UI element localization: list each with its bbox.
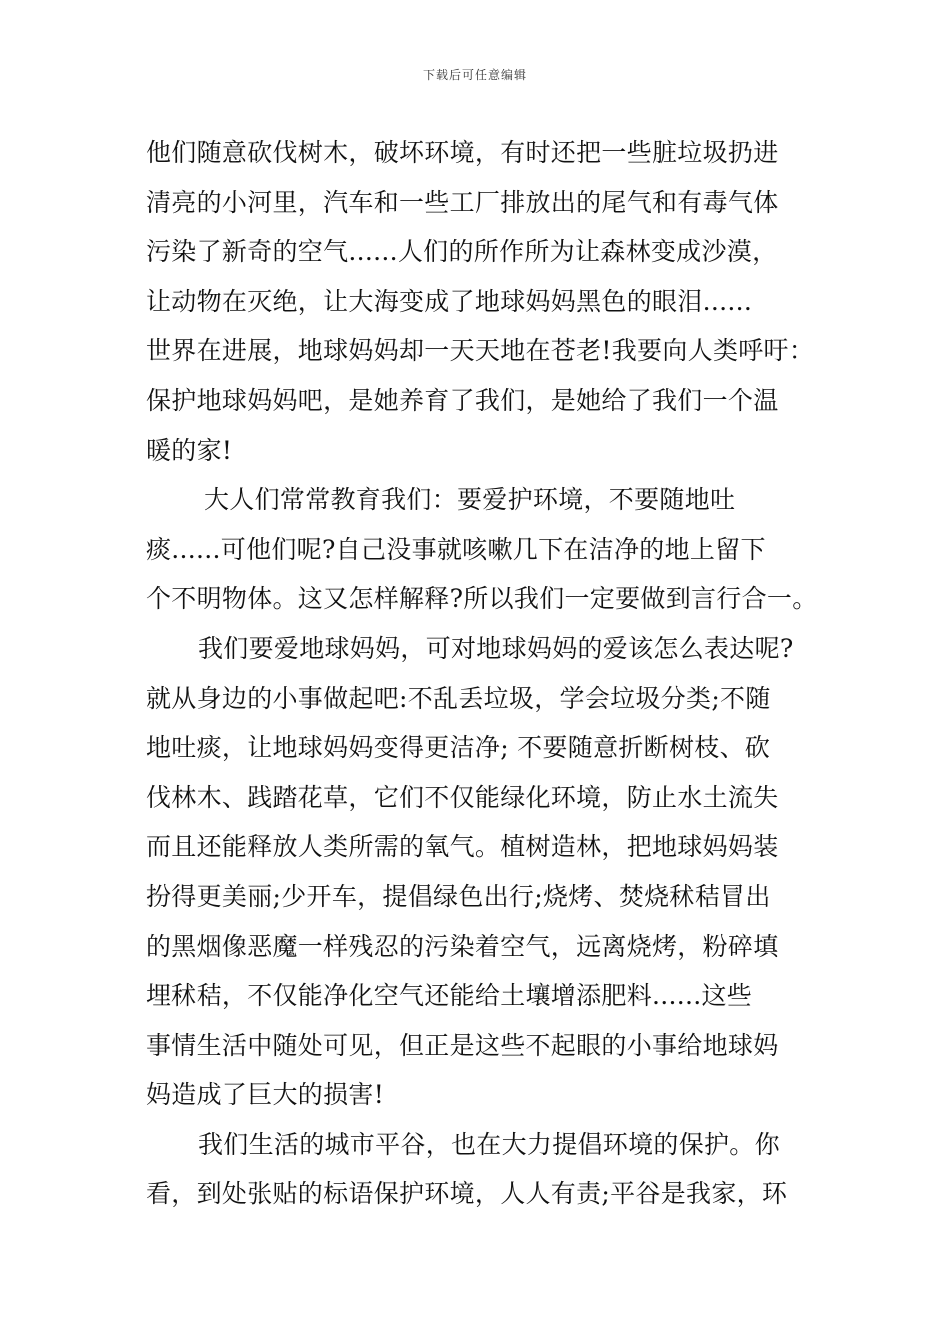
text-line: 地吐痰，让地球妈妈变得更洁净; 不要随意折断树枝、砍 <box>146 733 771 763</box>
paragraph-2 <box>146 475 826 624</box>
text-line: 他们随意砍伐树木，破坏环境，有时还把一些脏垃圾扔进 <box>146 138 779 167</box>
text-line: 个不明物体。这又怎样解释?所以我们一定要做到言行合一。 <box>146 584 818 614</box>
text-line: 世界在进展，地球妈妈却一天天地在苍老!我要向人类呼吁： <box>146 336 815 366</box>
text-line: 埋秫秸，不仅能净化空气还能给土壤增添肥料......这些 <box>146 981 753 1011</box>
text-line: 污染了新奇的空气......人们的所作所为让森林变成沙漠， <box>146 237 778 267</box>
paragraph-3 <box>146 624 826 1120</box>
text-line: 就从身边的小事做起吧:不乱丢垃圾，学会垃圾分类;不随 <box>146 683 771 713</box>
document-body <box>146 128 826 1219</box>
text-line: 保护地球妈妈吧，是她养育了我们，是她给了我们一个温 <box>146 385 779 415</box>
text-line: 痰......可他们呢?自己没事就咳嗽几下在洁净的地上留下 <box>146 534 766 564</box>
text-line: 事情生活中随处可见，但正是这些不起眼的小事给地球妈 <box>146 1030 779 1060</box>
text-line: 我们生活的城市平谷，也在大力提倡环境的保护。你 <box>198 1129 780 1159</box>
text-line: 大人们常常教育我们：要爱护环境，不要随地吐 <box>204 485 736 515</box>
text-line: 扮得更美丽;少开车，提倡绿色出行;烧烤、焚烧秫秸冒出 <box>146 881 771 911</box>
text-line: 伐林木、践踏花草，它们不仅能绿化环境，防止水土流失 <box>146 782 779 812</box>
text-line: 看，到处张贴的标语保护环境，人人有责;平谷是我家，环 <box>146 1179 788 1209</box>
text-line: 暖的家! <box>146 435 233 465</box>
text-line: 而且还能释放人类所需的氧气。植树造林，把地球妈妈装 <box>146 832 779 862</box>
page-header: 下载后可任意编辑 <box>422 68 527 82</box>
paragraph-1 <box>146 128 826 475</box>
text-line: 妈造成了巨大的损害! <box>146 1080 385 1110</box>
text-line: 清亮的小河里，汽车和一些工厂排放出的尾气和有毒气体 <box>146 187 779 217</box>
text-line: 的黑烟像恶魔一样残忍的污染着空气，远离烧烤，粉碎填 <box>146 931 779 961</box>
text-line: 我们要爱地球妈妈，可对地球妈妈的爱该怎么表达呢? <box>198 633 794 663</box>
text-line: 让动物在灭绝，让大海变成了地球妈妈黑色的眼泪...... <box>146 286 753 316</box>
paragraph-4 <box>146 1120 826 1219</box>
